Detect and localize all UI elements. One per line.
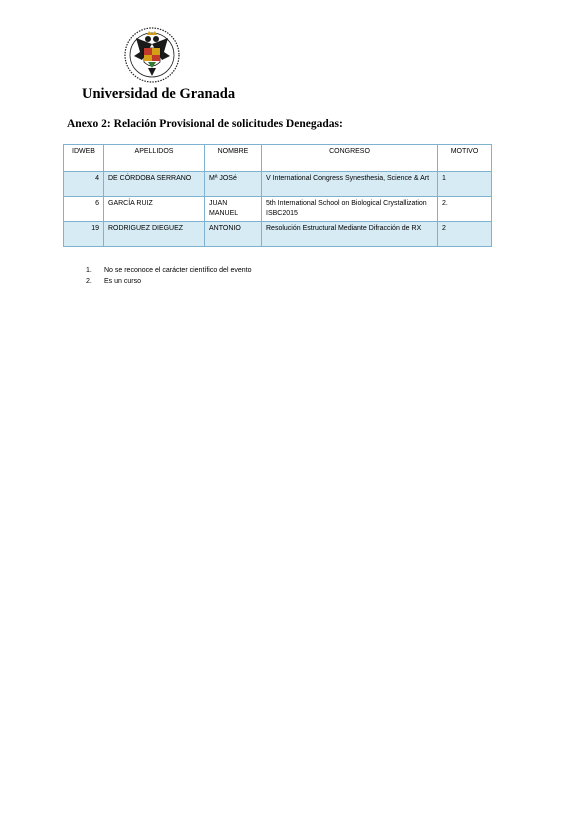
table-row [64,222,492,247]
cell-congreso: 5th International School on Biological Crystallization ISBC2015 [262,197,438,222]
table-row [64,197,492,222]
table-header-row [64,145,492,172]
cell-apellidos: DE CÓRDOBA SERRANO [104,172,205,197]
reasons-list [86,265,251,287]
cell-nombre: Mª JOSé [205,172,262,197]
university-seal-icon [122,26,182,84]
cell-idweb: 6 [64,197,104,222]
list-item-number: 2. [86,278,92,285]
cell-motivo: 1 [438,172,492,197]
column-header-motivo: MOTIVO [438,145,492,172]
list-item-text: Es un curso [104,278,141,285]
table-row [64,172,492,197]
denied-requests-table [63,144,492,247]
list-item [86,276,251,287]
cell-idweb: 19 [64,222,104,247]
university-name: Universidad de Granada [82,86,236,102]
cell-nombre: JUAN MANUEL [205,197,262,222]
list-item [86,265,251,276]
cell-motivo: 2 [438,222,492,247]
cell-apellidos: GARCÍA RUIZ [104,197,205,222]
cell-nombre: ANTONIO [205,222,262,247]
cell-congreso: Resolución Estructural Mediante Difracción de RX [262,222,438,247]
cell-motivo: 2. [438,197,492,222]
cell-idweb: 4 [64,172,104,197]
column-header-nombre: NOMBRE [205,145,262,172]
page-header [82,26,282,106]
list-item-text: No se reconoce el carácter científico del evento [104,267,252,274]
column-header-idweb: IDWEB [64,145,104,172]
column-header-congreso: CONGRESO [262,145,438,172]
list-item-number: 1. [86,267,92,274]
cell-apellidos: RODRIGUEZ DIEGUEZ [104,222,205,247]
cell-congreso: V International Congress Synesthesia, Science & Art [262,172,438,197]
annex-title: Anexo 2: Relación Provisional de solicitudes Denegadas: [67,118,343,130]
column-header-apellidos: APELLIDOS [104,145,205,172]
